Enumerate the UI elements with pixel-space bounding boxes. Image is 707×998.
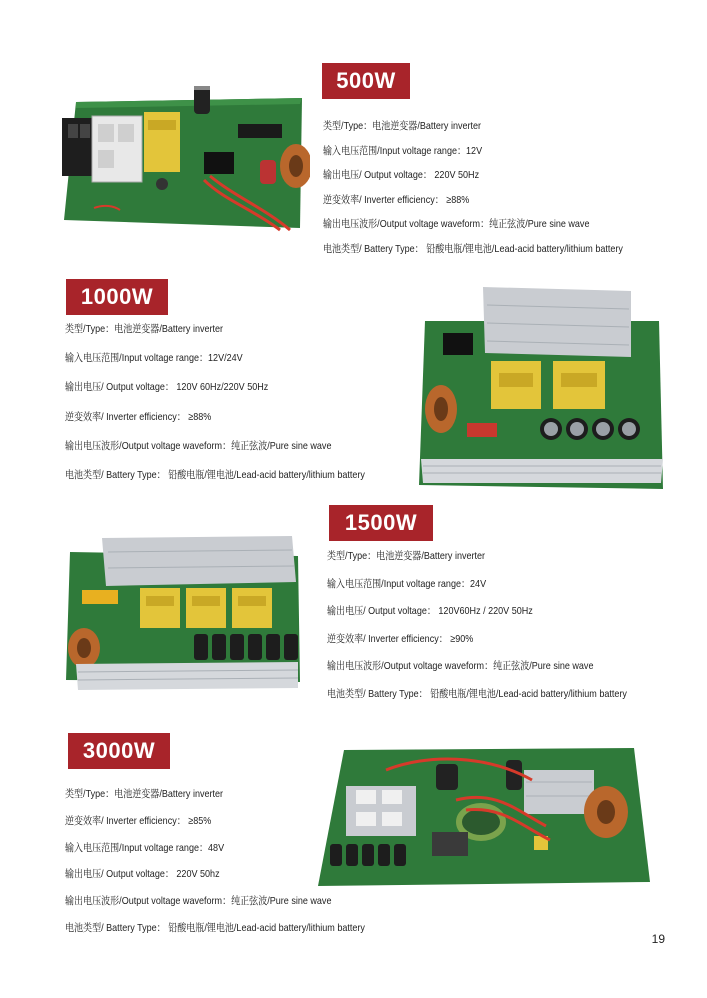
inverter-board-500w-image bbox=[54, 80, 310, 240]
spec-waveform: 输出电压波形/Output voltage waveform：纯正弦波/Pure sine wave bbox=[327, 660, 594, 673]
spec-type: 类型/Type：电池逆变器/Battery inverter bbox=[323, 120, 482, 132]
page-number: 19 bbox=[651, 932, 665, 946]
inverter-board-1500w-image bbox=[62, 530, 302, 692]
inverter-board-1000w-image bbox=[413, 283, 669, 495]
spec-type: 类型/Type：电池逆变器/Battery inverter bbox=[65, 323, 224, 335]
spec-type: 类型/Type：电池逆变器/Battery inverter bbox=[65, 788, 224, 800]
spec-efficiency: 逆变效率/ Inverter efficiency： ≥88% bbox=[323, 193, 470, 206]
spec-battery-type: 电池类型/ Battery Type： 铅酸电瓶/锂电池/Lead-acid battery/lithium battery bbox=[323, 242, 623, 255]
spec-output-voltage: 输出电压/ Output voltage： 120V60Hz / 220V 50Hz bbox=[327, 605, 533, 618]
spec-list-500w bbox=[323, 118, 672, 266]
spec-list-1000w bbox=[65, 321, 414, 496]
spec-battery-type: 电池类型/ Battery Type： 铅酸电瓶/锂电池/Lead-acid battery/lithium battery bbox=[327, 687, 627, 700]
spec-input-voltage: 输入电压范围/Input voltage range：24V bbox=[327, 577, 487, 590]
spec-efficiency: 逆变效率/ Inverter efficiency： ≥90% bbox=[327, 632, 474, 645]
power-badge-1500w: 1500W bbox=[329, 505, 433, 541]
spec-efficiency: 逆变效率/ Inverter efficiency： ≥88% bbox=[65, 410, 212, 423]
power-badge-500w: 500W bbox=[322, 63, 410, 99]
power-badge-1000w: 1000W bbox=[66, 279, 168, 315]
spec-battery-type: 电池类型/ Battery Type： 铅酸电瓶/锂电池/Lead-acid battery/lithium battery bbox=[65, 921, 365, 934]
spec-waveform: 输出电压波形/Output voltage waveform：纯正弦波/Pure sine wave bbox=[65, 439, 332, 452]
spec-list-1500w bbox=[327, 548, 676, 714]
spec-waveform: 输出电压波形/Output voltage waveform：纯正弦波/Pure sine wave bbox=[323, 218, 590, 231]
spec-input-voltage: 输入电压范围/Input voltage range：12V/24V bbox=[65, 352, 243, 365]
spec-battery-type: 电池类型/ Battery Type： 铅酸电瓶/锂电池/Lead-acid battery/lithium battery bbox=[65, 468, 365, 481]
inverter-board-3000w-image bbox=[316, 740, 652, 890]
spec-waveform: 输出电压波形/Output voltage waveform：纯正弦波/Pure sine wave bbox=[65, 895, 332, 908]
spec-output-voltage: 输出电压/ Output voltage： 220V 50hz bbox=[65, 868, 220, 881]
spec-input-voltage: 输入电压范围/Input voltage range：12V bbox=[323, 144, 483, 157]
spec-efficiency: 逆变效率/ Inverter efficiency： ≥85% bbox=[65, 814, 212, 827]
spec-input-voltage: 输入电压范围/Input voltage range：48V bbox=[65, 841, 225, 854]
spec-output-voltage: 输出电压/ Output voltage： 120V 60Hz/220V 50Hz bbox=[65, 381, 269, 394]
spec-type: 类型/Type：电池逆变器/Battery inverter bbox=[327, 550, 486, 562]
power-badge-3000w: 3000W bbox=[68, 733, 170, 769]
spec-output-voltage: 输出电压/ Output voltage： 220V 50Hz bbox=[323, 169, 480, 182]
